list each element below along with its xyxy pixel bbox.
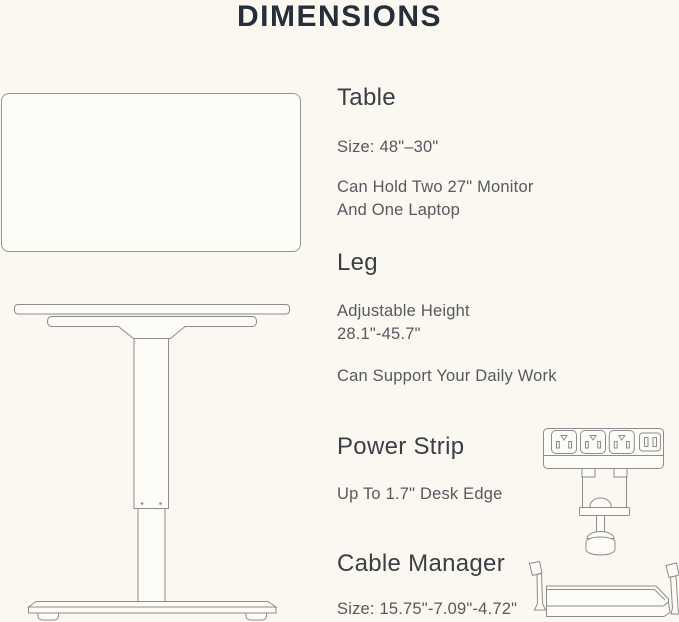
leg-height-text-line2: 28.1"-45.7" [337, 325, 421, 343]
cable-manager-heading: Cable Manager [337, 550, 505, 577]
table-heading: Table [337, 84, 396, 111]
cable-manager-size-text: Size: 15.75"-7.09"-4.72" [337, 600, 518, 618]
section-table [337, 85, 667, 222]
power-strip-heading: Power Strip [337, 433, 465, 460]
section-power-strip [337, 434, 667, 506]
page-title: DIMENSIONS [236, 0, 443, 33]
power-strip-detail-text: Up To 1.7" Desk Edge [337, 485, 503, 503]
section-cable-manager [337, 551, 667, 621]
leg-support-text: Can Support Your Daily Work [337, 367, 557, 385]
table-size-text: Size: 48"–30" [337, 138, 439, 156]
leg-height-text-line1: Adjustable Height [337, 302, 470, 320]
desk-side-view-illustration [0, 300, 310, 622]
table-capacity-text-line1: Can Hold Two 27" Monitor [337, 178, 534, 196]
leg-heading: Leg [337, 249, 378, 276]
desk-tabletop-top-view-illustration [1, 93, 301, 252]
table-capacity-text-line2: And One Laptop [337, 201, 460, 219]
section-leg [337, 250, 667, 388]
